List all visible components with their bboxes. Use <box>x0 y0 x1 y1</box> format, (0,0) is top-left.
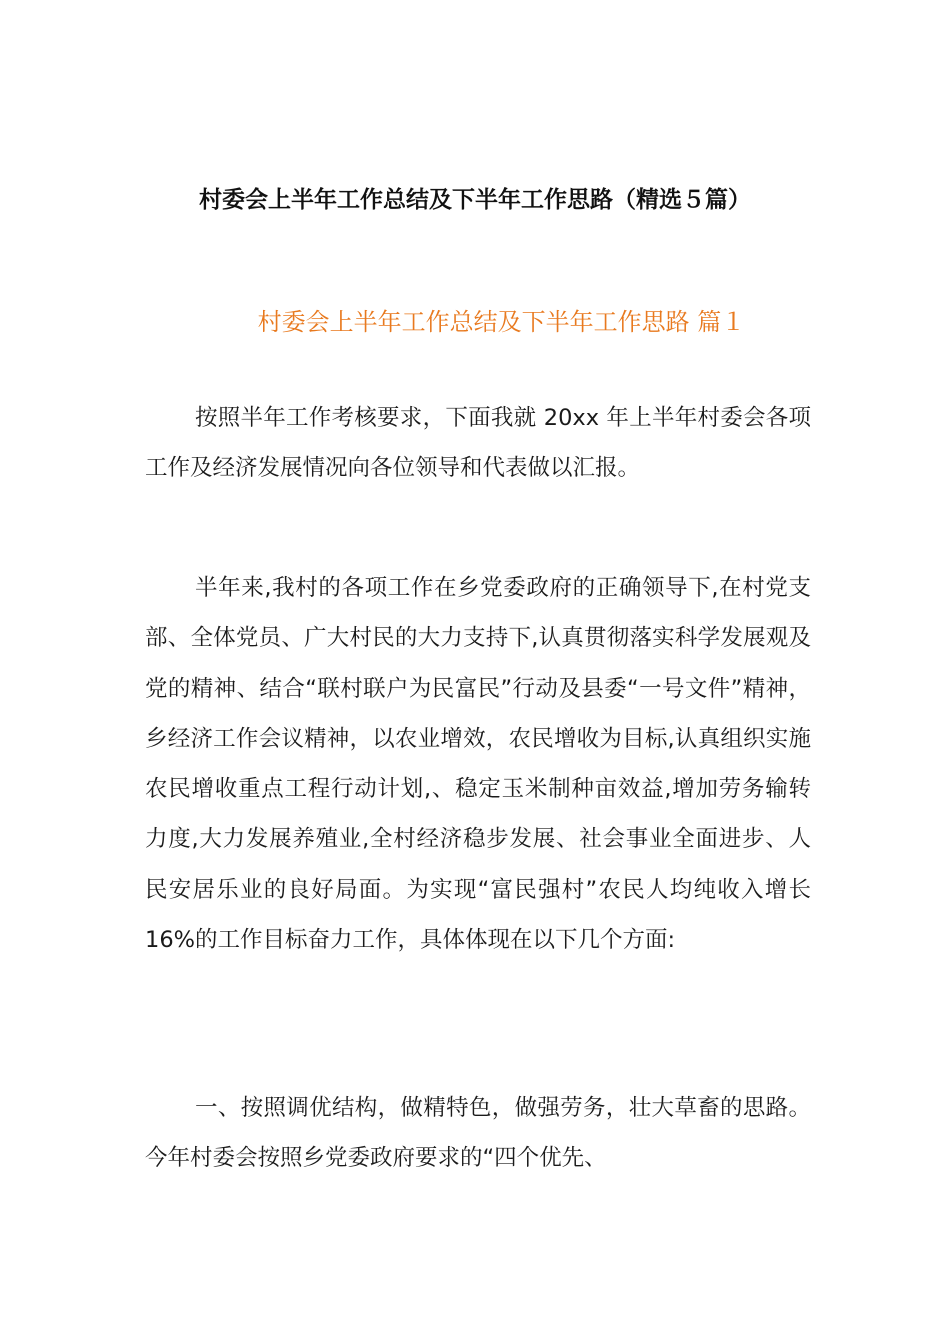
paragraph-intro: 按照半年工作考核要求，下面我就 20xx 年上半年村委会各项工作及经济发展情况向各位领导和代表做以汇报。 <box>145 405 811 482</box>
document-title: 村委会上半年工作总结及下半年工作思路（精选５篇） <box>199 187 751 213</box>
section-title: 村委会上半年工作总结及下半年工作思路 篇１ <box>257 308 746 336</box>
paragraph-overview: 半年来,我村的各项工作在乡党委政府的正确领导下,在村党支部、全体党员、广大村民的大力支持下,认真贯彻落实科学发展观及党的精神、结合“联村联户为民富民”行动及县委“一号文件”精神，乡经济工作会议精神，以农业增效，农民增收为目标,认真组织实施农民增收重点工程行动计划,、稳定玉米制种亩效益,增加劳务输转力度,大力发展养殖业,全村经济稳步发展、社会事业全面进步、人民安居乐业的良好局面。为实现“富民强村”农民人均纯收入增长 16%的工作目标奋力工作，具体体现在以下几个方面: <box>145 575 811 954</box>
paragraph-point-one: 一、按照调优结构，做精特色，做强劳务，壮大草畜的思路。今年村委会按照乡党委政府要求的“四个优先、 <box>145 1095 811 1172</box>
